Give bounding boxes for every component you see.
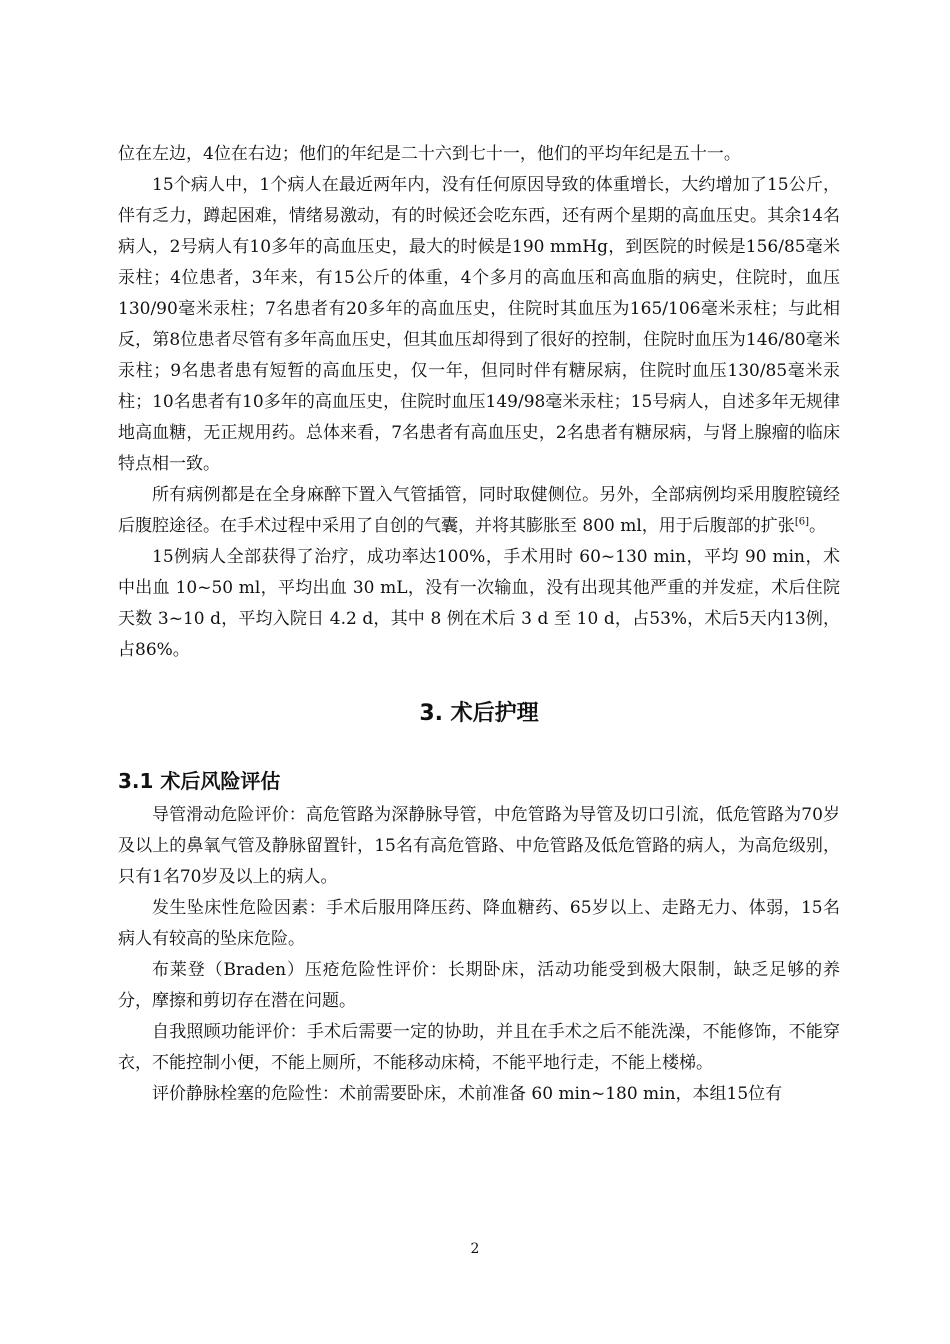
paragraph-anesthesia (118, 480, 840, 542)
page-number: 2 (470, 1241, 480, 1257)
document-body (118, 139, 840, 1110)
paragraph-surgery-results: 15例病人全部获得了治疗，成功率达100%，手术用时 60~130 min，平均 90 min，术中出血 10~50 ml，平均出血 30 mL，没有一次输血，没有出现其他严重的并发症，术后住院天数 3~10 d，平均入院日 4.2 d，其中 8 例在术后 3 d 至 10 d，占53%，术后5天内13例，占86%。 (118, 547, 840, 660)
subsection-title: 3.1 术后风险评估 (118, 769, 281, 793)
section-title: 3. 术后护理 (419, 701, 539, 726)
paragraph-anesthesia-text: 所有病例都是在全身麻醉下置入气管插管，同时取健侧位。另外，全部病例均采用腹腔镜经后腹腔途径。在手术过程中采用了自创的气囊，并将其膨胀至 800 ml，用于后腹部的扩张 (118, 485, 840, 536)
citation-6: [6] (794, 516, 809, 528)
spacer (118, 666, 840, 698)
paragraph-pressure-sore-risk: 布莱登（Braden）压疮危险性评价：长期卧床，活动功能受到极大限制，缺乏足够的养分，摩擦和剪切存在潜在问题。 (118, 960, 840, 1011)
paragraph-patient-history: 15个病人中，1个病人在最近两年内，没有任何原因导致的体重增长，大约增加了15公斤，伴有乏力，蹲起困难，情绪易激动，有的时候还会吃东西，还有两个星期的高血压史。其余14名病人，2号病人有10多年的高血压史，最大的时候是190 mmHg，到医院的时候是156/85毫米汞柱；4位患者，3年来，有15公斤的体重，4个多月的高血压和高血脂的病史，住院时，血压130/90毫米汞柱；7名患者有20多年的高血压史，住院时其血压为165/106毫米汞柱；与此相反，第8位患者尽管有多年高血压史，但其血压却得到了很好的控制，住院时血压为146/80毫米汞柱；9名患者患有短暂的高血压史，仅一年，但同时伴有糖尿病，住院时血压130/85毫米汞柱；10名患者有10多年的高血压史，住院时血压149/98毫米汞柱；15号病人，自述多年无规律地高血糖，无正规用药。总体来看，7名患者有高血压史，2名患者有糖尿病，与肾上腺瘤的临床特点相一致。 (118, 175, 840, 474)
paragraph-anesthesia-tail: 。 (808, 516, 826, 536)
paragraph-fall-risk: 发生坠床性危险因素：手术后服用降压药、降血糖药、65岁以上、走路无力、体弱，15名病人有较高的坠床危险。 (118, 898, 840, 949)
paragraph-catheter-risk: 导管滑动危险评价：高危管路为深静脉导管，中危管路为导管及切口引流，低危管路为70岁及以上的鼻氧气管及静脉留置针，15名有高危管路、中危管路及低危管路的病人，为高危级别，只有1名70岁及以上的病人。 (118, 805, 840, 887)
paragraph-patient-age: 位在左边，4位在右边；他们的年纪是二十六到七十一，他们的平均年纪是五十一。 (118, 144, 741, 164)
paragraph-thrombosis-risk: 评价静脉栓塞的危险性：术前需要卧床，术前准备 60 min~180 min，本组15位有 (152, 1084, 783, 1104)
spacer (118, 730, 840, 766)
paragraph-self-care: 自我照顾功能评价：手术后需要一定的协助，并且在手术之后不能洗澡，不能修饰，不能穿衣，不能控制小便，不能上厕所，不能移动床椅，不能平地行走，不能上楼梯。 (118, 1022, 840, 1073)
